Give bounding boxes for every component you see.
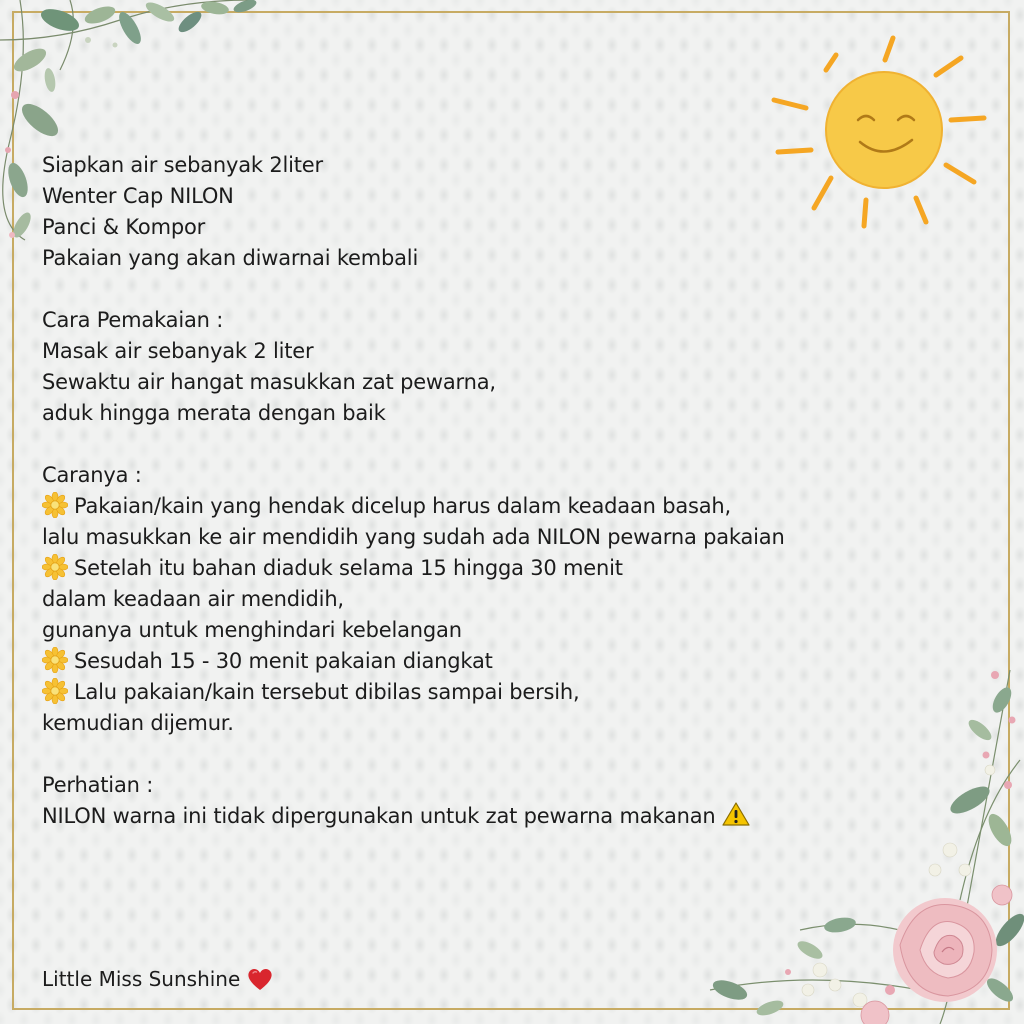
method-step-line <box>42 553 982 584</box>
brand-signature <box>42 964 274 994</box>
method-step-line: gunanya untuk menghindari kebelangan <box>42 618 462 642</box>
sunflower-icon <box>42 647 68 673</box>
warning-heading: Perhatian : <box>42 773 154 797</box>
sunflower-icon <box>42 554 68 580</box>
ingredient-line: Pakaian yang akan diwarnai kembali <box>42 246 419 270</box>
method-step-text: Pakaian/kain yang hendak dicelup harus dalam keadaan basah, <box>74 494 732 518</box>
usage-line: aduk hingga merata dengan baik <box>42 401 386 425</box>
ingredient-line: Siapkan air sebanyak 2liter <box>42 153 323 177</box>
spacer <box>42 274 982 305</box>
method-step-line: lalu masukkan ke air mendidih yang sudah ada NILON pewarna pakaian <box>42 525 785 549</box>
usage-line: Sewaktu air hangat masukkan zat pewarna, <box>42 370 496 394</box>
method-heading: Caranya : <box>42 463 142 487</box>
usage-line: Masak air sebanyak 2 liter <box>42 339 314 363</box>
method-step-line: dalam keadaan air mendidih, <box>42 587 344 611</box>
method-step-line: kemudian dijemur. <box>42 711 234 735</box>
spacer <box>42 429 982 460</box>
method-step-text: Lalu pakaian/kain tersebut dibilas sampai bersih, <box>74 680 580 704</box>
method-step-text: Setelah itu bahan diaduk selama 15 hingga 30 menit <box>74 556 623 580</box>
usage-heading: Cara Pemakaian : <box>42 308 224 332</box>
sunflower-icon <box>42 678 68 704</box>
ingredient-line: Wenter Cap NILON <box>42 184 234 208</box>
brand-name: Little Miss Sunshine <box>42 967 241 991</box>
sunflower-icon <box>42 492 68 518</box>
rose-bouquet-icon <box>690 660 1024 1024</box>
heart-icon <box>246 966 274 992</box>
method-step-text: Sesudah 15 - 30 menit pakaian diangkat <box>74 649 493 673</box>
ingredient-line: Panci & Kompor <box>42 215 206 239</box>
method-step-line <box>42 491 982 522</box>
warning-text: NILON warna ini tidak dipergunakan untuk zat pewarna makanan <box>42 804 716 828</box>
